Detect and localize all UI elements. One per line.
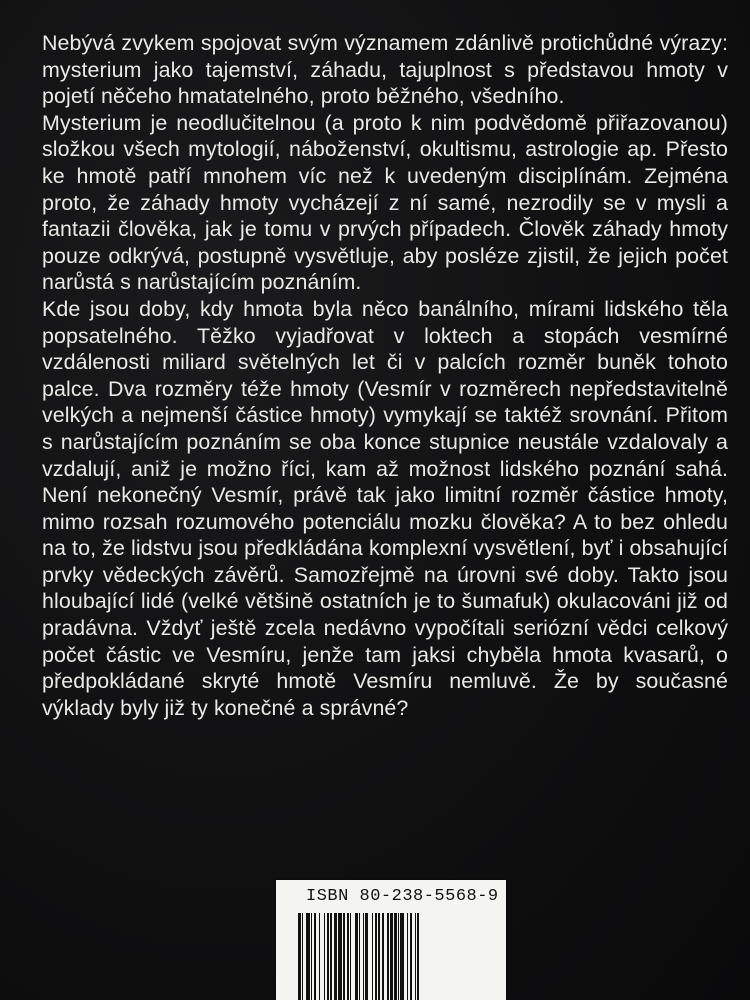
barcode-stripe	[419, 913, 423, 1000]
paragraph-2: Mysterium je neodlučitelnou (a proto k nim podvědomě přiřazovanou) složkou všech mytologií, náboženství, okultismu, astrologie ap. Přesto ke hmotě patří mnohem víc než k uvedeným disciplínám. Zejména proto, že záhady hmoty vycházejí z ní samé, nezrodily se v mysli a fantazii člověka, jak je tomu v prvých případech. Člověk záhady hmoty pouze odkrývá, postupně vysvětluje, aby posléze zjistil, že jejich počet narůstá s narůstajícím poznáním.	[42, 110, 728, 295]
paragraph-3: Kde jsou doby, kdy hmota byla něco banálního, mírami lidského těla popsatelného. Těžko vyjadřovat v loktech a stopách vesmírné vzdálenosti miliard světelných let či v palcích rozměr buněk tohoto palce. Dva rozměry téže hmoty (Vesmír v rozměrech nepředstavitelně velkých a nejmenší částice hmoty) vymykají se taktéž srovnání. Přitom s narůstajícím poznáním se oba konce stupnice neustále vzdalovaly a vzdalují, aniž je možno říci, kam až možnost lidského poznání sahá. Není nekonečný Vesmír, právě tak jako limitní rozměr částice hmoty, mimo rozsah rozumového potenciálu mozku člověka? A to bez ohledu na to, že lidstvu jsou předkládána komplexní vysvětlení, byť i obsahující prvky vědeckých závěrů. Samozřejmě na úrovni své doby. Takto jsou hloubající lidé (velké většině ostatních je to šumafuk) okulacováni již od pradávna. Vždyť ještě zcela nedávno vypočítali seriózní vědci celkový počet částic ve Vesmíru, jenže tam jaksi chyběla hmota kvasarů, o předpokládané skryté hmotě Vesmíru nemluvě. Že by současné výklady byly již ty konečné a správné?	[42, 296, 728, 720]
barcode-image	[298, 913, 488, 1000]
blurb-text	[42, 30, 728, 721]
isbn-number: ISBN 80-238-5568-9	[306, 887, 499, 906]
isbn-barcode-label	[276, 880, 506, 1000]
paragraph-1: Nebývá zvykem spojovat svým významem zdánlivě protichůdné výrazy: mysterium jako tajemství, záhadu, tajuplnost s představou hmoty v pojetí něčeho hmatatelného, proto běžného, všedního.	[42, 31, 728, 109]
